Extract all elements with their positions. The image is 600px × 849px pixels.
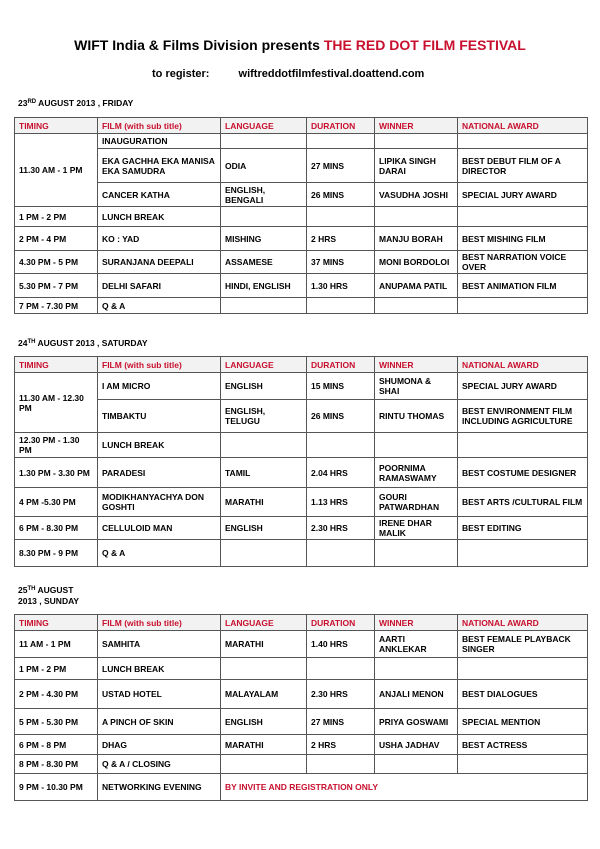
duration-cell: 2 HRS xyxy=(307,227,375,251)
timing-cell: 2 PM - 4.30 PM xyxy=(15,680,98,709)
duration-cell xyxy=(307,433,375,458)
film-cell: Q & A xyxy=(98,298,221,314)
duration-cell: 2.04 HRS xyxy=(307,458,375,488)
table-row xyxy=(15,517,588,540)
table-row xyxy=(15,183,588,207)
film-cell: MODIKHANYACHYA DON GOSHTI xyxy=(98,488,221,517)
timing-cell: 5.30 PM - 7 PM xyxy=(15,274,98,298)
award-cell xyxy=(458,540,588,567)
duration-cell: 26 MINS xyxy=(307,183,375,207)
winner-cell: AARTI ANKLEKAR xyxy=(375,631,458,658)
duration-cell xyxy=(307,207,375,227)
col-header-winner: WINNER xyxy=(375,615,458,631)
timing-cell: 1 PM - 2 PM xyxy=(15,658,98,680)
col-header-language: LANGUAGE xyxy=(221,615,307,631)
award-cell xyxy=(458,755,588,774)
winner-cell xyxy=(375,207,458,227)
film-cell: NETWORKING EVENING xyxy=(98,774,221,801)
col-header-duration: DURATION xyxy=(307,118,375,134)
language-cell xyxy=(221,540,307,567)
film-cell: TIMBAKTU xyxy=(98,400,221,433)
col-header-timing: TIMING xyxy=(15,615,98,631)
timing-cell: 6 PM - 8 PM xyxy=(15,735,98,755)
film-cell: LUNCH BREAK xyxy=(98,207,221,227)
language-cell: MARATHI xyxy=(221,488,307,517)
film-cell: SURANJANA DEEPALI xyxy=(98,251,221,274)
winner-cell: LIPIKA SINGH DARAI xyxy=(375,149,458,183)
col-header-film: FILM (with sub title) xyxy=(98,357,221,373)
award-cell: BEST DIALOGUES xyxy=(458,680,588,709)
register-label: to register: xyxy=(152,68,210,80)
timing-cell: 7 PM - 7.30 PM xyxy=(15,298,98,314)
timing-cell: 8 PM - 8.30 PM xyxy=(15,755,98,774)
film-cell: I AM MICRO xyxy=(98,373,221,400)
col-header-duration: DURATION xyxy=(307,615,375,631)
table-row xyxy=(15,274,588,298)
language-cell: MISHING xyxy=(221,227,307,251)
language-cell xyxy=(221,298,307,314)
language-cell: ENGLISH, TELUGU xyxy=(221,400,307,433)
col-header-winner: WINNER xyxy=(375,118,458,134)
award-cell xyxy=(458,658,588,680)
timing-cell: 8.30 PM - 9 PM xyxy=(15,540,98,567)
day3-heading: 25TH AUGUST 2013 , SUNDAY xyxy=(18,585,80,606)
film-cell: EKA GACHHA EKA MANISA EKA SAMUDRA xyxy=(98,149,221,183)
language-cell: ENGLISH xyxy=(221,709,307,735)
language-cell xyxy=(221,134,307,149)
day1-heading: 23RD AUGUST 2013 , FRIDAY xyxy=(18,98,134,108)
winner-cell: ANJALI MENON xyxy=(375,680,458,709)
film-cell: LUNCH BREAK xyxy=(98,658,221,680)
timing-cell: 9 PM - 10.30 PM xyxy=(15,774,98,801)
film-cell: A PINCH OF SKIN xyxy=(98,709,221,735)
duration-cell: 1.30 HRS xyxy=(307,274,375,298)
col-header-language: LANGUAGE xyxy=(221,357,307,373)
timing-cell: 11.30 AM - 1 PM xyxy=(15,134,98,207)
award-cell xyxy=(458,134,588,149)
language-cell: ODIA xyxy=(221,149,307,183)
col-header-timing: TIMING xyxy=(15,118,98,134)
register-line xyxy=(152,68,424,80)
title-prefix: WIFT India & Films Division presents xyxy=(74,37,320,53)
film-cell: SAMHITA xyxy=(98,631,221,658)
col-header-award: NATIONAL AWARD xyxy=(458,357,588,373)
table-row xyxy=(15,149,588,183)
table-row xyxy=(15,400,588,433)
duration-cell: 1.40 HRS xyxy=(307,631,375,658)
col-header-language: LANGUAGE xyxy=(221,118,307,134)
table-row xyxy=(15,207,588,227)
timing-cell: 1 PM - 2 PM xyxy=(15,207,98,227)
timing-cell: 11 AM - 1 PM xyxy=(15,631,98,658)
table-row xyxy=(15,540,588,567)
table-row xyxy=(15,433,588,458)
language-cell: ENGLISH xyxy=(221,373,307,400)
winner-cell: IRENE DHAR MALIK xyxy=(375,517,458,540)
table-row xyxy=(15,735,588,755)
winner-cell: RINTU THOMAS xyxy=(375,400,458,433)
language-cell: ENGLISH, BENGALI xyxy=(221,183,307,207)
col-header-winner: WINNER xyxy=(375,357,458,373)
film-cell: CELLULOID MAN xyxy=(98,517,221,540)
table-row xyxy=(15,631,588,658)
winner-cell: MONI BORDOLOI xyxy=(375,251,458,274)
duration-cell: 27 MINS xyxy=(307,709,375,735)
winner-cell xyxy=(375,755,458,774)
award-cell: BEST ACTRESS xyxy=(458,735,588,755)
language-cell xyxy=(221,755,307,774)
duration-cell xyxy=(307,298,375,314)
film-cell: LUNCH BREAK xyxy=(98,433,221,458)
timing-cell: 4.30 PM - 5 PM xyxy=(15,251,98,274)
winner-cell xyxy=(375,540,458,567)
duration-cell: 2 HRS xyxy=(307,735,375,755)
film-cell: DHAG xyxy=(98,735,221,755)
winner-cell xyxy=(375,134,458,149)
film-cell: DELHI SAFARI xyxy=(98,274,221,298)
winner-cell: VASUDHA JOSHI xyxy=(375,183,458,207)
table-row xyxy=(15,774,588,801)
film-cell: Q & A xyxy=(98,540,221,567)
award-cell: SPECIAL JURY AWARD xyxy=(458,183,588,207)
timing-cell: 4 PM -5.30 PM xyxy=(15,488,98,517)
table-row xyxy=(15,658,588,680)
day3-schedule-table xyxy=(14,614,588,801)
festival-name: THE RED DOT FILM FESTIVAL xyxy=(323,37,526,53)
table-row xyxy=(15,373,588,400)
duration-cell xyxy=(307,540,375,567)
col-header-timing: TIMING xyxy=(15,357,98,373)
duration-cell xyxy=(307,658,375,680)
timing-cell: 5 PM - 5.30 PM xyxy=(15,709,98,735)
language-cell xyxy=(221,207,307,227)
award-cell xyxy=(458,298,588,314)
table-row xyxy=(15,488,588,517)
language-cell: MARATHI xyxy=(221,631,307,658)
timing-cell: 2 PM - 4 PM xyxy=(15,227,98,251)
duration-cell: 1.13 HRS xyxy=(307,488,375,517)
winner-cell xyxy=(375,433,458,458)
table-row xyxy=(15,458,588,488)
table-row xyxy=(15,709,588,735)
table-row xyxy=(15,227,588,251)
award-cell: BEST ARTS /CULTURAL FILM xyxy=(458,488,588,517)
timing-cell: 6 PM - 8.30 PM xyxy=(15,517,98,540)
winner-cell: SHUMONA & SHAI xyxy=(375,373,458,400)
winner-cell: MANJU BORAH xyxy=(375,227,458,251)
table-row xyxy=(15,251,588,274)
award-cell: SPECIAL MENTION xyxy=(458,709,588,735)
invite-note: BY INVITE AND REGISTRATION ONLY xyxy=(221,774,588,801)
day1-schedule-table xyxy=(14,117,588,314)
winner-cell: PRIYA GOSWAMI xyxy=(375,709,458,735)
award-cell: BEST FEMALE PLAYBACK SINGER xyxy=(458,631,588,658)
award-cell xyxy=(458,207,588,227)
col-header-duration: DURATION xyxy=(307,357,375,373)
award-cell: BEST NARRATION VOICE OVER xyxy=(458,251,588,274)
duration-cell: 27 MINS xyxy=(307,149,375,183)
film-cell: Q & A / CLOSING xyxy=(98,755,221,774)
duration-cell: 15 MINS xyxy=(307,373,375,400)
timing-cell: 1.30 PM - 3.30 PM xyxy=(15,458,98,488)
film-cell: USTAD HOTEL xyxy=(98,680,221,709)
language-cell: MALAYALAM xyxy=(221,680,307,709)
duration-cell: 2.30 HRS xyxy=(307,517,375,540)
film-cell: PARADESI xyxy=(98,458,221,488)
duration-cell xyxy=(307,134,375,149)
winner-cell xyxy=(375,298,458,314)
duration-cell: 37 MINS xyxy=(307,251,375,274)
day2-schedule-table xyxy=(14,356,588,567)
col-header-award: NATIONAL AWARD xyxy=(458,118,588,134)
award-cell: BEST ANIMATION FILM xyxy=(458,274,588,298)
table-row xyxy=(15,755,588,774)
col-header-film: FILM (with sub title) xyxy=(98,615,221,631)
language-cell xyxy=(221,433,307,458)
register-url[interactable]: wiftreddotfilmfestival.doattend.com xyxy=(238,68,425,80)
language-cell: ASSAMESE xyxy=(221,251,307,274)
language-cell: HINDI, ENGLISH xyxy=(221,274,307,298)
winner-cell: USHA JADHAV xyxy=(375,735,458,755)
award-cell: BEST COSTUME DESIGNER xyxy=(458,458,588,488)
film-cell: CANCER KATHA xyxy=(98,183,221,207)
film-cell: KO : YAD xyxy=(98,227,221,251)
duration-cell: 26 MINS xyxy=(307,400,375,433)
winner-cell: GOURI PATWARDHAN xyxy=(375,488,458,517)
language-cell xyxy=(221,658,307,680)
award-cell xyxy=(458,433,588,458)
table-row xyxy=(15,134,588,149)
award-cell: BEST DEBUT FILM OF A DIRECTOR xyxy=(458,149,588,183)
winner-cell: POORNIMA RAMASWAMY xyxy=(375,458,458,488)
col-header-film: FILM (with sub title) xyxy=(98,118,221,134)
film-cell: INAUGURATION xyxy=(98,134,221,149)
page-title xyxy=(0,37,600,53)
timing-cell: 11.30 AM - 12.30 PM xyxy=(15,373,98,433)
award-cell: SPECIAL JURY AWARD xyxy=(458,373,588,400)
award-cell: BEST ENVIRONMENT FILM INCLUDING AGRICULTURE xyxy=(458,400,588,433)
language-cell: MARATHI xyxy=(221,735,307,755)
language-cell: ENGLISH xyxy=(221,517,307,540)
table-row xyxy=(15,298,588,314)
col-header-award: NATIONAL AWARD xyxy=(458,615,588,631)
timing-cell: 12.30 PM - 1.30 PM xyxy=(15,433,98,458)
winner-cell: ANUPAMA PATIL xyxy=(375,274,458,298)
language-cell: TAMIL xyxy=(221,458,307,488)
table-row xyxy=(15,680,588,709)
day2-heading: 24TH AUGUST 2013 , SATURDAY xyxy=(18,338,148,348)
award-cell: BEST EDITING xyxy=(458,517,588,540)
duration-cell xyxy=(307,755,375,774)
winner-cell xyxy=(375,658,458,680)
award-cell: BEST MISHING FILM xyxy=(458,227,588,251)
duration-cell: 2.30 HRS xyxy=(307,680,375,709)
